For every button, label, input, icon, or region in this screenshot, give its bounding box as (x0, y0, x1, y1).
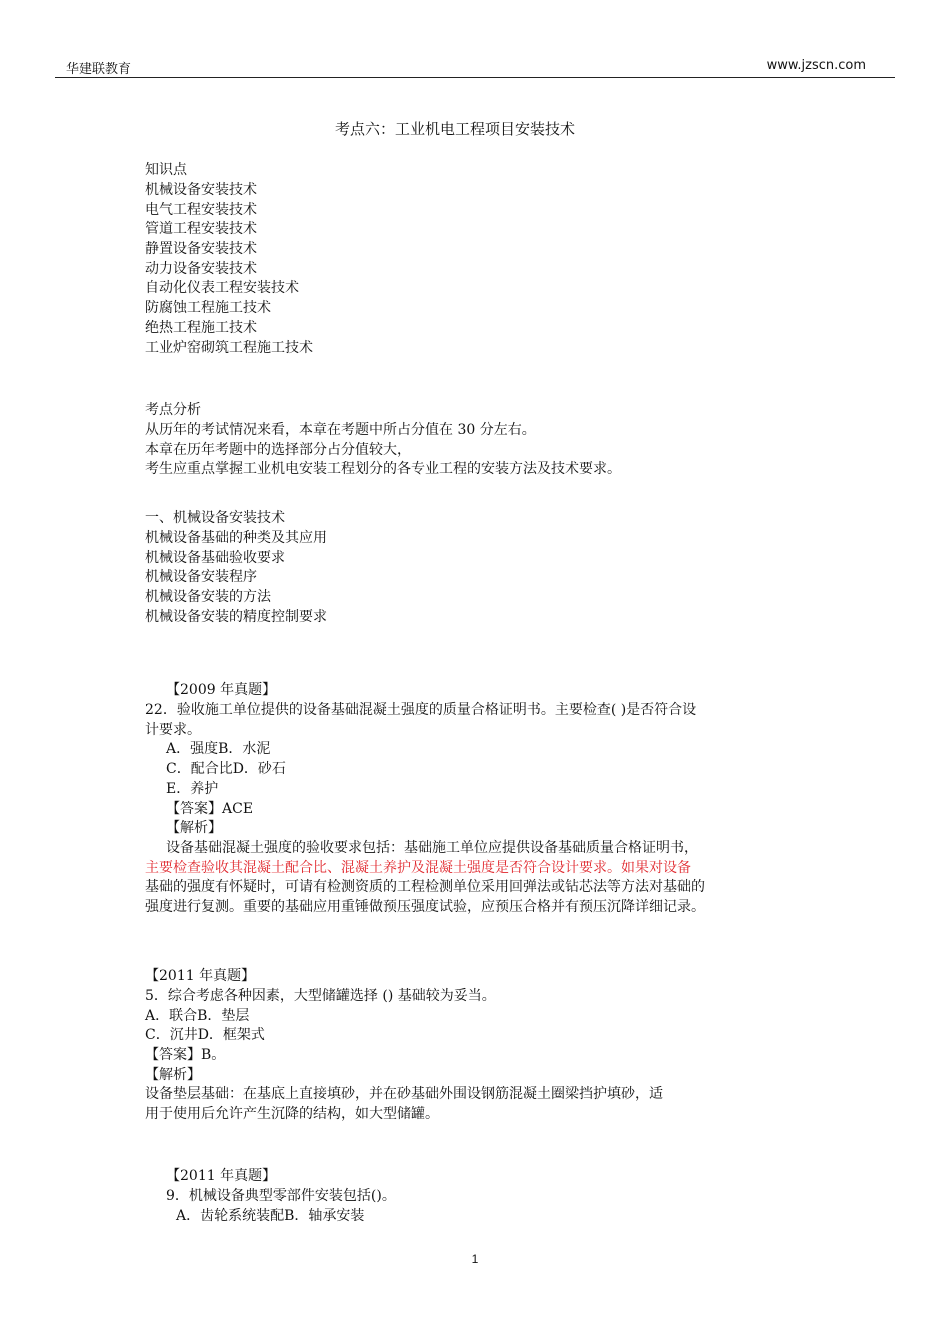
page-number: 1 (471, 1252, 479, 1266)
knowledge-item: 绝热工程施工技术 (145, 320, 257, 336)
question-year-tag: 【2011 年真题】 (145, 968, 256, 984)
knowledge-item: 机械设备安装技术 (145, 182, 257, 198)
question-answer: 【答案】B。 (145, 1047, 226, 1063)
section-item: 机械设备安装的方法 (145, 589, 271, 605)
question-option: A．联合B．垫层 (145, 1008, 250, 1024)
section-item: 机械设备基础验收要求 (145, 550, 285, 566)
explanation-line: 强度进行复测。重要的基础应用重锤做预压强度试验，应预压合格并有预压沉降详细记录。 (145, 899, 705, 915)
knowledge-item: 管道工程安装技术 (145, 221, 257, 237)
analysis-heading: 考点分析 (145, 402, 201, 418)
analysis-tag: 【解析】 (166, 820, 222, 836)
knowledge-item: 动力设备安装技术 (145, 261, 257, 277)
knowledge-heading: 知识点 (145, 162, 187, 178)
explanation-line: 设备垫层基础：在基底上直接填砂，并在砂基础外围设钢筋混凝土圈梁挡护填砂，适 (145, 1086, 663, 1102)
knowledge-item: 工业炉窑砌筑工程施工技术 (145, 340, 313, 356)
knowledge-item: 电气工程安装技术 (145, 202, 257, 218)
explanation-line: 用于使用后允许产生沉降的结构，如大型储罐。 (145, 1106, 439, 1122)
question-stem: 5．综合考虑各种因素，大型储罐选择 () 基础较为妥当。 (145, 988, 496, 1004)
question-answer: 【答案】ACE (166, 801, 254, 817)
explanation-line: 基础的强度有怀疑时，可请有检测资质的工程检测单位采用回弹法或钻芯法等方法对基础的 (145, 879, 705, 895)
analysis-line: 从历年的考试情况来看，本章在考题中所占分值在 30 分左右。 (145, 422, 536, 438)
section-item: 机械设备基础的种类及其应用 (145, 530, 327, 546)
explanation-highlight: 主要检查验收其混凝土配合比、混凝土养护及混凝土强度是否符合设计要求。如果对设备 (145, 860, 691, 876)
question-stem: 22．验收施工单位提供的设备基础混凝土强度的质量合格证明书。主要检查( )是否符合设 (145, 702, 697, 718)
section-item: 机械设备安装的精度控制要求 (145, 609, 327, 625)
knowledge-item: 静置设备安装技术 (145, 241, 257, 257)
header-url[interactable]: www.jzscn.com (766, 58, 866, 73)
section-heading: 一、机械设备安装技术 (145, 510, 285, 526)
question-year-tag: 【2009 年真题】 (166, 682, 277, 698)
explanation-line: 设备基础混凝土强度的验收要求包括：基础施工单位应提供设备基础质量合格证明书， (166, 840, 698, 856)
question-stem: 计要求。 (145, 722, 201, 738)
question-option: E．养护 (166, 781, 219, 797)
knowledge-item: 自动化仪表工程安装技术 (145, 280, 299, 296)
header-divider (55, 77, 895, 78)
analysis-tag: 【解析】 (145, 1067, 201, 1083)
analysis-line: 本章在历年考题中的选择部分占分值较大， (145, 442, 411, 458)
question-option: A．强度B．水泥 (166, 741, 271, 757)
section-item: 机械设备安装程序 (145, 569, 257, 585)
analysis-line: 考生应重点掌握工业机电安装工程划分的各专业工程的安装方法及技术要求。 (145, 461, 621, 477)
header-brand: 华建联教育 (66, 62, 132, 77)
question-stem: 9．机械设备典型零部件安装包括()。 (166, 1188, 396, 1204)
question-year-tag: 【2011 年真题】 (166, 1168, 277, 1184)
question-option: C．沉井D．框架式 (145, 1027, 265, 1043)
knowledge-item: 防腐蚀工程施工技术 (145, 300, 271, 316)
page-title: 考点六：工业机电工程项目安装技术 (334, 120, 575, 138)
question-option: C．配合比D．砂石 (166, 761, 286, 777)
question-option: A．齿轮系统装配B．轴承安装 (176, 1208, 365, 1224)
